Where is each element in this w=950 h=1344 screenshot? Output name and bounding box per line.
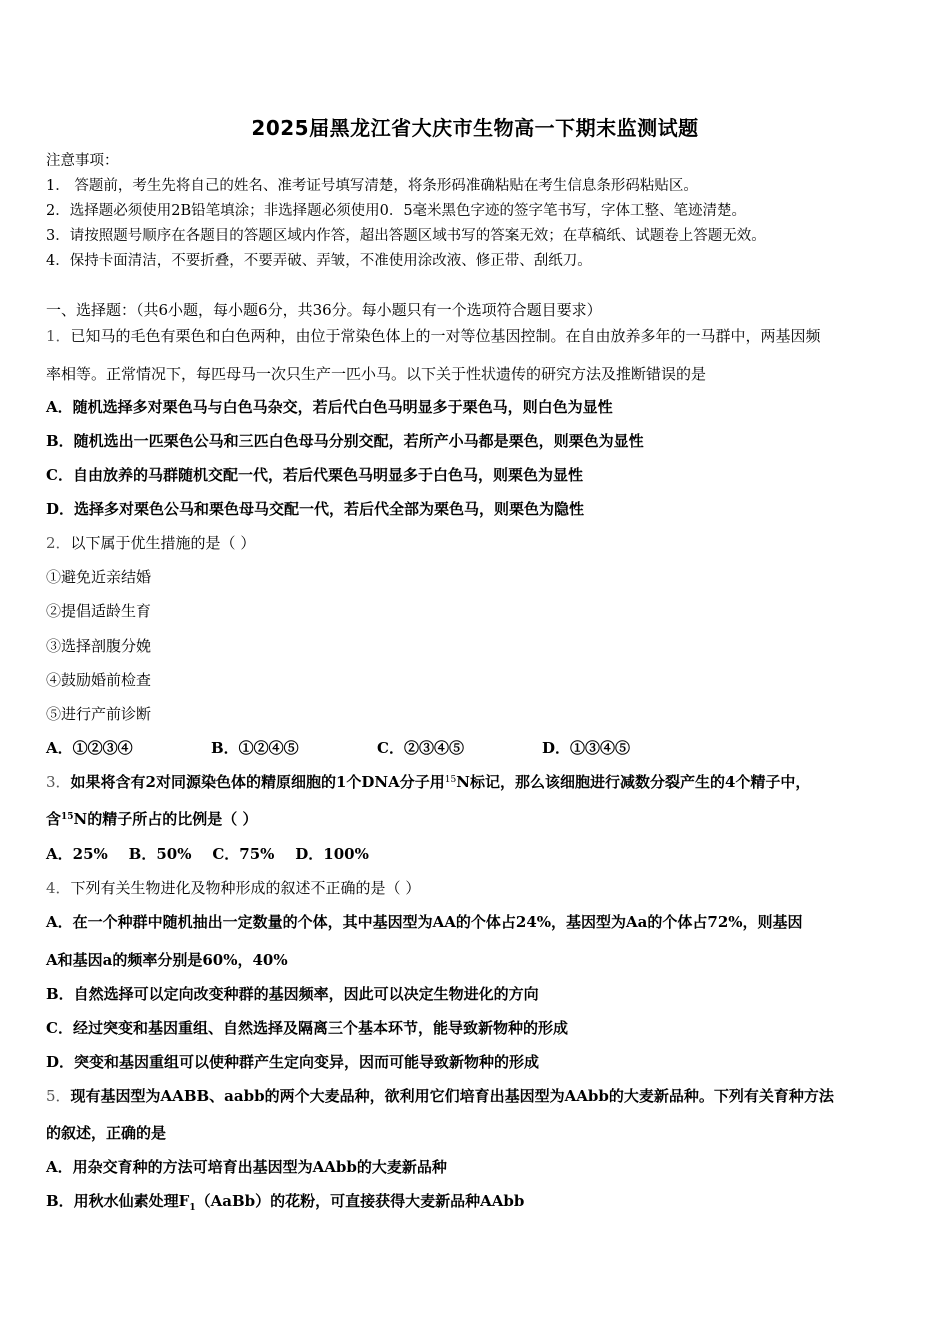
question-text: N的精子所占的比例是（ ）	[73, 810, 258, 828]
question-number: 3．	[46, 773, 71, 791]
notice-heading: 注意事项：	[46, 153, 119, 169]
notice-item: 3．请按照题号顺序在各题目的答题区域内作答，超出答题区域书写的答案无效；在草稿纸、试题卷上答题无效。	[46, 228, 766, 244]
question-3-stem-cont	[46, 809, 257, 829]
question-2-stem	[46, 533, 255, 553]
question-4-option-c: C．经过突变和基因重组、自然选择及隔离三个基本环节，能导致新物种的形成	[46, 1019, 568, 1037]
notice-item: 4．保持卡面清洁，不要折叠，不要弄破、弄皱，不准使用涂改液、修正带、刮纸刀。	[46, 253, 592, 269]
question-text: 下列有关生物进化及物种形成的叙述不正确的是（ ）	[70, 879, 421, 897]
question-4-stem	[46, 878, 420, 898]
question-4-option-d: D．突变和基因重组可以使种群产生定向变异，因而可能导致新物种的形成	[46, 1053, 540, 1071]
question-number: 1．	[46, 327, 71, 345]
page-title: 2025届黑龙江省大庆市生物高一下期末监测试题	[251, 116, 699, 140]
question-4-option-b: B．自然选择可以定向改变种群的基因频率，因此可以决定生物进化的方向	[46, 985, 539, 1003]
notice-item: 1． 答题前，考生先将自己的姓名、准考证号填写清楚，将条形码准确粘贴在考生信息条形码粘贴区。	[46, 178, 698, 194]
question-text: 含	[46, 810, 62, 828]
generation-subscript: 1	[189, 1203, 196, 1213]
question-1-option-c: C．自由放养的马群随机交配一代，若后代栗色马明显多于白色马，则栗色为显性	[46, 466, 583, 484]
question-text: 已知马的毛色有栗色和白色两种，由位于常染色体上的一对等位基因控制。在自由放养多年的一马群中，两基因频	[70, 327, 821, 345]
option-text: B．用秋水仙素处理F	[46, 1192, 190, 1210]
question-2-option-b: B．①②④⑤	[211, 739, 299, 757]
question-number: 4．	[46, 879, 71, 897]
isotope-superscript: 15	[61, 812, 74, 822]
question-1-stem	[46, 326, 821, 346]
question-5-stem	[46, 1086, 834, 1106]
question-number: 2．	[46, 534, 71, 552]
question-5-stem-cont: 的叙述，正确的是	[46, 1124, 167, 1142]
option-text: （AaBb）的花粉，可直接获得大麦新品种AAbb	[195, 1192, 525, 1210]
question-text: 以下属于优生措施的是（ ）	[70, 534, 256, 552]
question-2-item-2: ②提倡适龄生育	[46, 602, 152, 620]
question-5-option-b	[46, 1191, 524, 1214]
question-1-option-d: D．选择多对栗色公马和栗色母马交配一代，若后代全部为栗色马，则栗色为隐性	[46, 500, 585, 518]
question-3-options: A．25% B．50% C．75% D．100%	[46, 845, 369, 863]
question-2-item-3: ③选择剖腹分娩	[46, 637, 152, 655]
question-5-option-a: A．用杂交育种的方法可培育出基因型为AAbb的大麦新品种	[46, 1158, 447, 1176]
question-text: N标记，那么该细胞进行减数分裂产生的4个精子中，	[456, 773, 811, 791]
question-2-option-d: D．①③④⑤	[542, 739, 631, 757]
question-1-option-a: A．随机选择多对栗色马与白色马杂交，若后代白色马明显多于栗色马，则白色为显性	[46, 398, 613, 416]
question-2-option-a: A．①②③④	[46, 739, 133, 757]
question-2-item-5: ⑤进行产前诊断	[46, 705, 152, 723]
question-1-stem-cont: 率相等。正常情况下，每匹母马一次只生产一匹小马。以下关于性状遗传的研究方法及推断错误的是	[46, 365, 707, 383]
question-1-option-b: B．随机选出一匹栗色公马和三匹白色母马分别交配，若所产小马都是栗色，则栗色为显性	[46, 432, 644, 450]
question-2-options	[46, 738, 630, 758]
section-heading: 一、选择题：（共6小题，每小题6分，共36分。每小题只有一个选项符合题目要求）	[46, 301, 602, 319]
question-text: 现有基因型为AABB、aabb的两个大麦品种，欲利用它们培育出基因型为AAbb的大麦新品种。下列有关育种方法	[70, 1087, 834, 1105]
question-2-option-c: C．②③④⑤	[377, 739, 464, 757]
question-3-stem	[46, 772, 810, 792]
question-number: 5．	[46, 1087, 71, 1105]
notice-item: 2．选择题必须使用2B铅笔填涂；非选择题必须使用0．5毫米黑色字迹的签字笔书写，字体工整、笔迹清楚。	[46, 203, 747, 219]
question-text: 如果将含有2对同源染色体的精原细胞的1个DNA分子用	[70, 773, 445, 791]
question-2-item-1: ①避免近亲结婚	[46, 568, 152, 586]
question-4-option-a: A．在一个种群中随机抽出一定数量的个体，其中基因型为AA的个体占24%，基因型为Aa的个体占72%，则基因	[46, 913, 803, 931]
question-4-option-a-cont: A和基因a的频率分别是60%，40%	[46, 951, 288, 969]
question-2-item-4: ④鼓励婚前检查	[46, 671, 152, 689]
isotope-superscript: 15	[444, 775, 457, 785]
